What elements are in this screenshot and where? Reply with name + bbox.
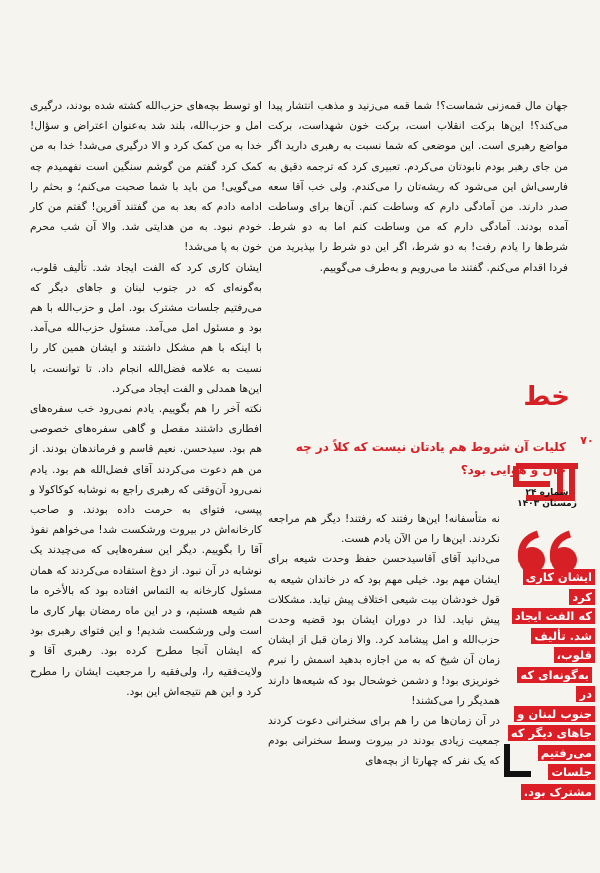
corner-bracket-icon [503, 742, 533, 778]
pull-quote-line: می‌رفتیم جلسات [538, 745, 595, 781]
pull-quote-line: مشترک بود. [521, 784, 595, 800]
pull-quote-line: ایشان کاری کرد [523, 569, 595, 605]
pull-quote-line: جنوب لبنان و [514, 706, 595, 722]
paragraph: می‌دانید آقای آقاسیدحسن حفظ وحدت شیعه برای ایشان مهم بود. خیلی مهم بود که در خاندان شیعه به قول خودشان بیت شیعی اختلاف پیش نیاید. مشکلات پیش نیاید. لذا در دوران ایشان بود قضیه وحدت حزب‌الله و امل پیشامد کرد. والا زمان قبل از ایشان زمان آن شیخ که به من اجازه بدهید اسمش را نبرم خونریزی بود! و دشمن خوشحال بود که شیعه‌ها دارند همدیگر را می‌کشند! [268, 553, 500, 707]
paragraph: او توسط بچه‌های حزب‌الله کشته شده بودند، درگیری امل و حزب‌الله، بلند شد به‌عنوان اعتراض و سؤال! خدا به من کمک کرد و الا درگیری می‌شد! خدا به من کمک کرد گفتم من گوشم سنگین است نفهمیدم چه می‌گویی! من باید با شما صحبت می‌کنم؛ و بحثم را ادامه دادم که بعد به من گفتند آفرین! گفتم من کار خودم نبود. به من هدایتی شد. والا آن شب محرم خون به پا می‌شد! [30, 100, 262, 254]
issue-info [510, 488, 584, 516]
pull-quote-line: که الفت ایجاد [512, 608, 595, 624]
pull-quote-line: شد. تألیف قلوب، [531, 628, 595, 664]
paragraph: جهان مال قمه‌زنی شماست؟! شما قمه می‌زنید و مذهب انتشار پیدا می‌کند؟! این‌ها برکت انقلاب است، برکت خون شهداست، برکت مواضع رهبری است. این موضعی که شما نسبت به رهبری دارید اگر من جای رهبر بودم نابودتان می‌کردم. تعبیری کرد که ترجمه دقیق به فارسی‌اش این می‌شود که ریشه‌تان را می‌کندم. ولی خب آقا سعه صدر دارند. من آمادگی دارم که وساطت کنم. آن‌ها برای وساطت آمده بودند. آمادگی دارم که من وساطت کنم اما به دو شرط. شرط‌ها را یادم رفت! به دو شرط، اگر این دو شرط را بپذیرید من فردا اقدام می‌کنم. گفتند ما می‌رویم و به‌طرف می‌گوییم. [268, 100, 568, 274]
issue-season: زمستان ۱۴۰۳ [517, 499, 577, 509]
article-column-left [30, 96, 262, 702]
section-mark: خط [523, 382, 570, 412]
paragraph: نکته آخر را هم بگوییم. یادم نمی‌رود خب سفره‌های افطاری داشتند مفصل و گاهی سفره‌های خصوصی هم بود. سیدحسن. نعیم قاسم و فرماندهان بودند. از من هم دعوت می‌کردند آقای فضل‌الله هم بود. یادم نمی‌رود آن‌وقتی که رهبری راجع به نوشابه کوکاکولا و پپسی، فتوای به حرمت داده بودند. و صاحب کارخانه‌اش در بیروت ورشکست شد! می‌خواهم نفوذ آقا را بگوییم. دیگر این سفره‌هایی که می‌چیدند یک نوشابه در آن نبود. از دوغ استفاده می‌کردند که همان مسئول کارخانه به التماس افتاده بود که بالأخره ما هم شیعه هستیم، و در این ماه رمضان بهار کاری ما است ولی ورشکست شدیم! و این فتوای رهبری بود که ایشان آنجا مطرح کرده بود. رهبری آقا و ولایت‌فقیه را، ولی‌فقیه را مرجعیت ایشان را مطرح کرد و این هم نتیجه‌اش این بود. [30, 403, 262, 698]
paragraph: ایشان کاری کرد که الفت ایجاد شد. تألیف قلوب، به‌گونه‌ای که در جنوب لبنان و جاهای دیگر که می‌رفتیم جلسات مشترک بود. امل و حزب‌الله با هم بود و مسئول امل می‌آمد. مسئول حزب‌الله می‌آمد. با اینکه با هم مشکل داشتند و ایشان همین کار را نسبت به علامه فضل‌الله انجام داد. تا توانست، با این‌ها همدلی و الفت ایجاد می‌کرد. [30, 261, 262, 395]
issue-number: شماره ۲۴ [525, 488, 569, 498]
page-number: ۷۰ [580, 434, 594, 447]
pull-quote-line: جاهای دیگر که [508, 725, 595, 741]
pull-quote-line: به‌گونه‌ای که در [517, 667, 595, 703]
article-column-right-top [268, 96, 568, 278]
paragraph: در آن زمان‌ها من را هم برای سخنرانی دعوت کردند جمعیت زیادی بودند در بیروت وسط سخنرانی بودم که یک نفر که چهارتا از بچه‌های [268, 715, 500, 768]
question-heading: کلیات آن شروط هم یادتان نیست که کلاً در چه حال و هوایی بود؟ [295, 440, 566, 477]
paragraph: نه متأسفانه! این‌ها رفتند که رفتند! دیگر هم مراجعه نکردند. این‌ها را من الآن یادم هست. [268, 513, 500, 546]
article-column-right-bottom [268, 509, 500, 772]
